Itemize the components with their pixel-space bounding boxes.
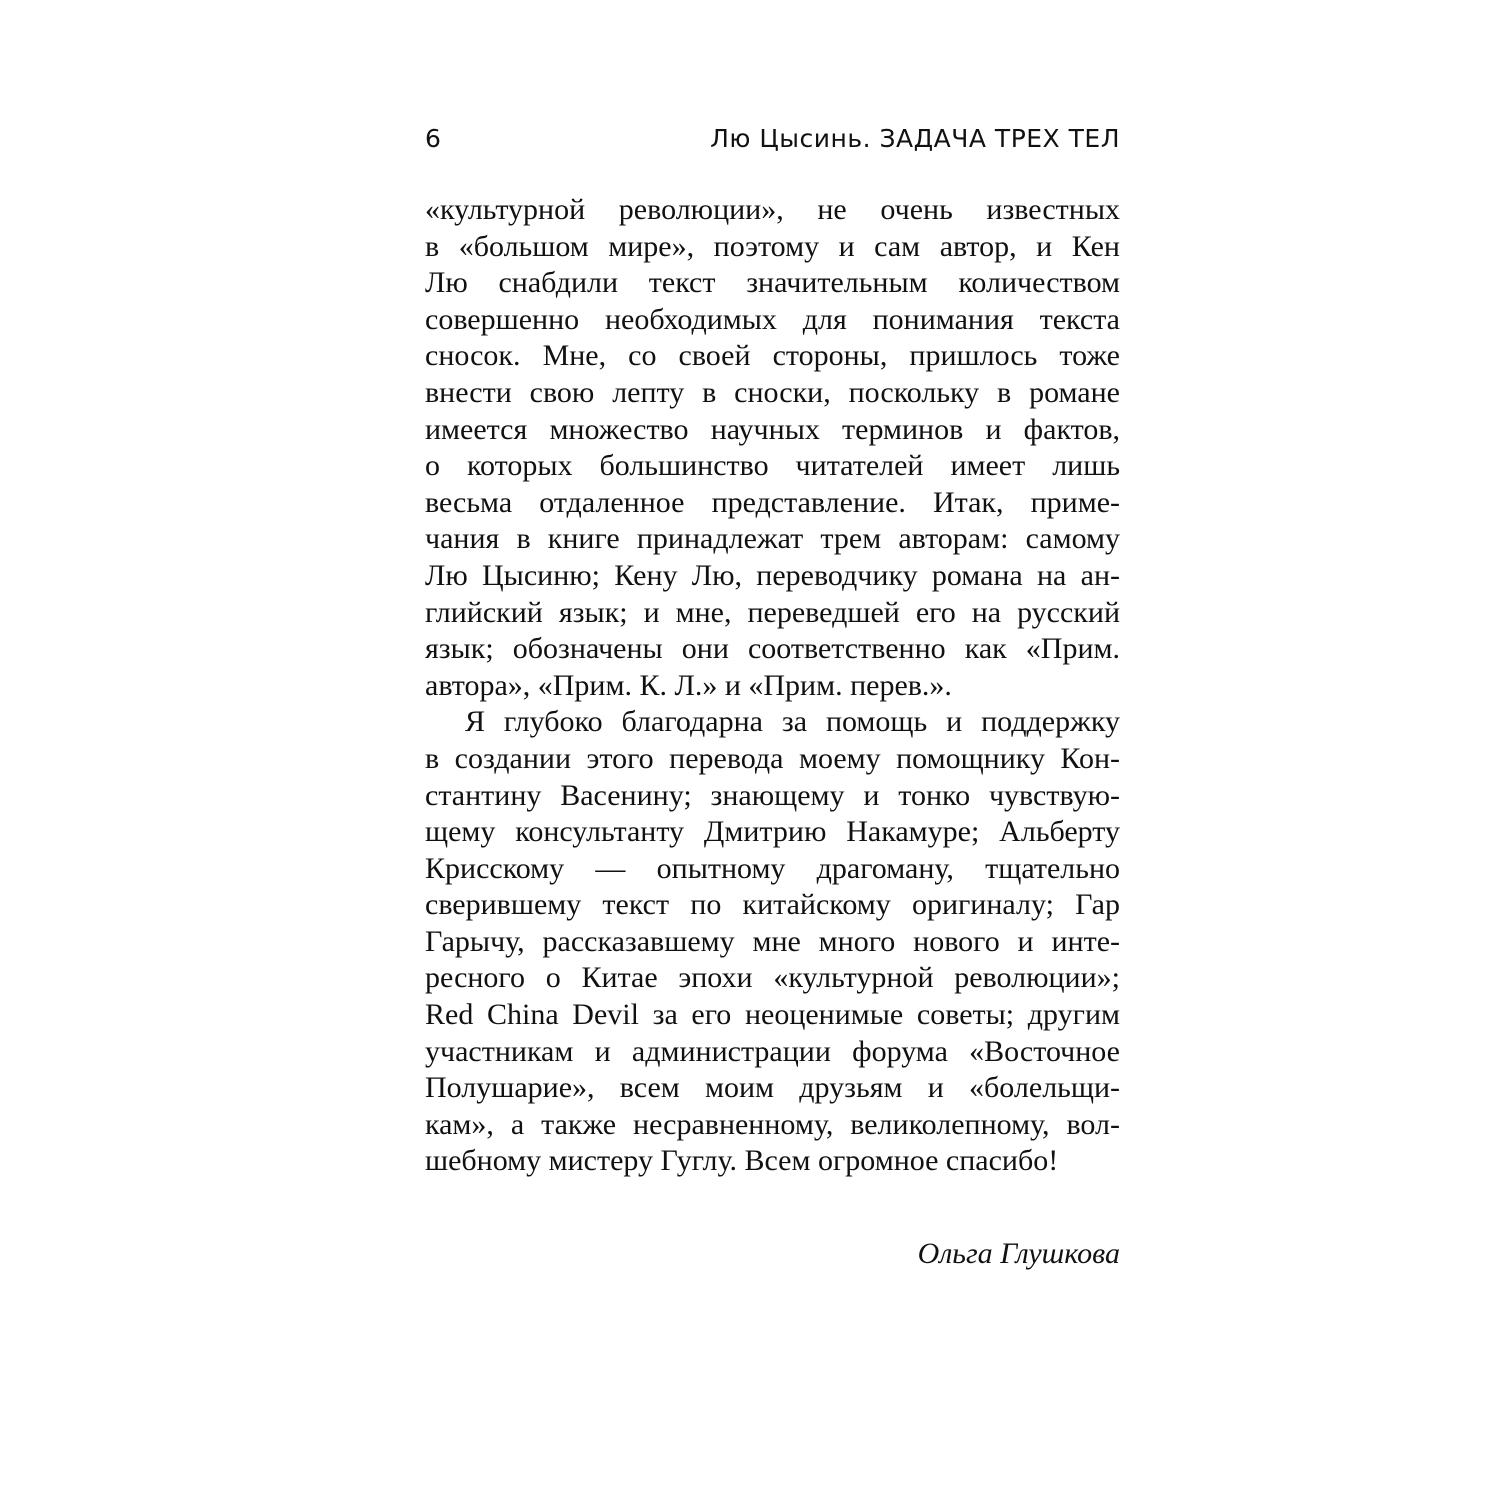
text-line: шебному мистеру Гуглу. Всем огромное спасибо! — [425, 1144, 1059, 1178]
text-line: весьма отдаленное представление. Итак, приме- — [425, 485, 1120, 519]
running-head — [425, 124, 1120, 160]
text-line: Лю снабдили текст значительным количеством — [425, 266, 1120, 300]
body-text — [425, 192, 1120, 1180]
text-line: имеется множество научных терминов и фактов, — [425, 412, 1120, 446]
text-line: Я глубоко благодарна за помощь и поддержку — [465, 705, 1120, 739]
text-line: глийский язык; и мне, переведшей его на русский — [425, 595, 1120, 629]
text-line: о которых большинство читателей имеет лишь — [425, 449, 1120, 483]
text-line: стантину Васенину; знающему и тонко чувствую- — [425, 778, 1120, 812]
book-title: Лю Цысинь. ЗАДАЧА ТРЕХ ТЕЛ — [710, 124, 1120, 153]
text-line: Крисскому — опытному драгоману, тщательно — [425, 851, 1120, 885]
text-line: в создании этого перевода моему помощнику Кон- — [425, 741, 1120, 775]
text-line: чания в книге принадлежат трем авторам: самому — [425, 522, 1120, 556]
text-line: щему консультанту Дмитрию Накамуре; Альберту — [425, 815, 1120, 849]
text-line: сносок. Мне, со своей стороны, пришлось тоже — [425, 339, 1120, 373]
text-line: совершенно необходимых для понимания текста — [425, 302, 1120, 336]
text-line: ресного о Китае эпохи «культурной революции»; — [425, 961, 1120, 995]
text-line: автора», «Прим. К. Л.» и «Прим. перев.». — [425, 668, 952, 702]
text-line: участникам и администрации форума «Восточное — [425, 1034, 1120, 1068]
text-line: в «большом мире», поэтому и сам автор, и Кен — [425, 229, 1120, 263]
text-line: кам», а также несравненному, великолепному, вол- — [425, 1107, 1120, 1141]
translator-signature: Ольга Глушкова — [917, 1237, 1120, 1270]
text-line: Red China Devil за его неоценимые советы; другим — [425, 998, 1120, 1032]
page-number: 6 — [425, 124, 442, 153]
text-line: Гарычу, рассказавшему мне много нового и инте- — [425, 924, 1120, 958]
paragraph-1 — [425, 192, 1120, 704]
text-line: язык; обозначены они соответственно как «Прим. — [425, 632, 1120, 666]
text-line: Лю Цысиню; Кену Лю, переводчику романа на ан- — [425, 558, 1120, 592]
text-line: внести свою лепту в сноски, поскольку в романе — [425, 375, 1120, 409]
text-line: Полушарие», всем моим друзьям и «болельщи- — [425, 1071, 1120, 1105]
text-line: сверившему текст по китайскому оригиналу; Гар — [425, 888, 1120, 922]
text-line: «культурной революции», не очень известных — [425, 193, 1120, 226]
paragraph-2 — [425, 704, 1120, 1180]
